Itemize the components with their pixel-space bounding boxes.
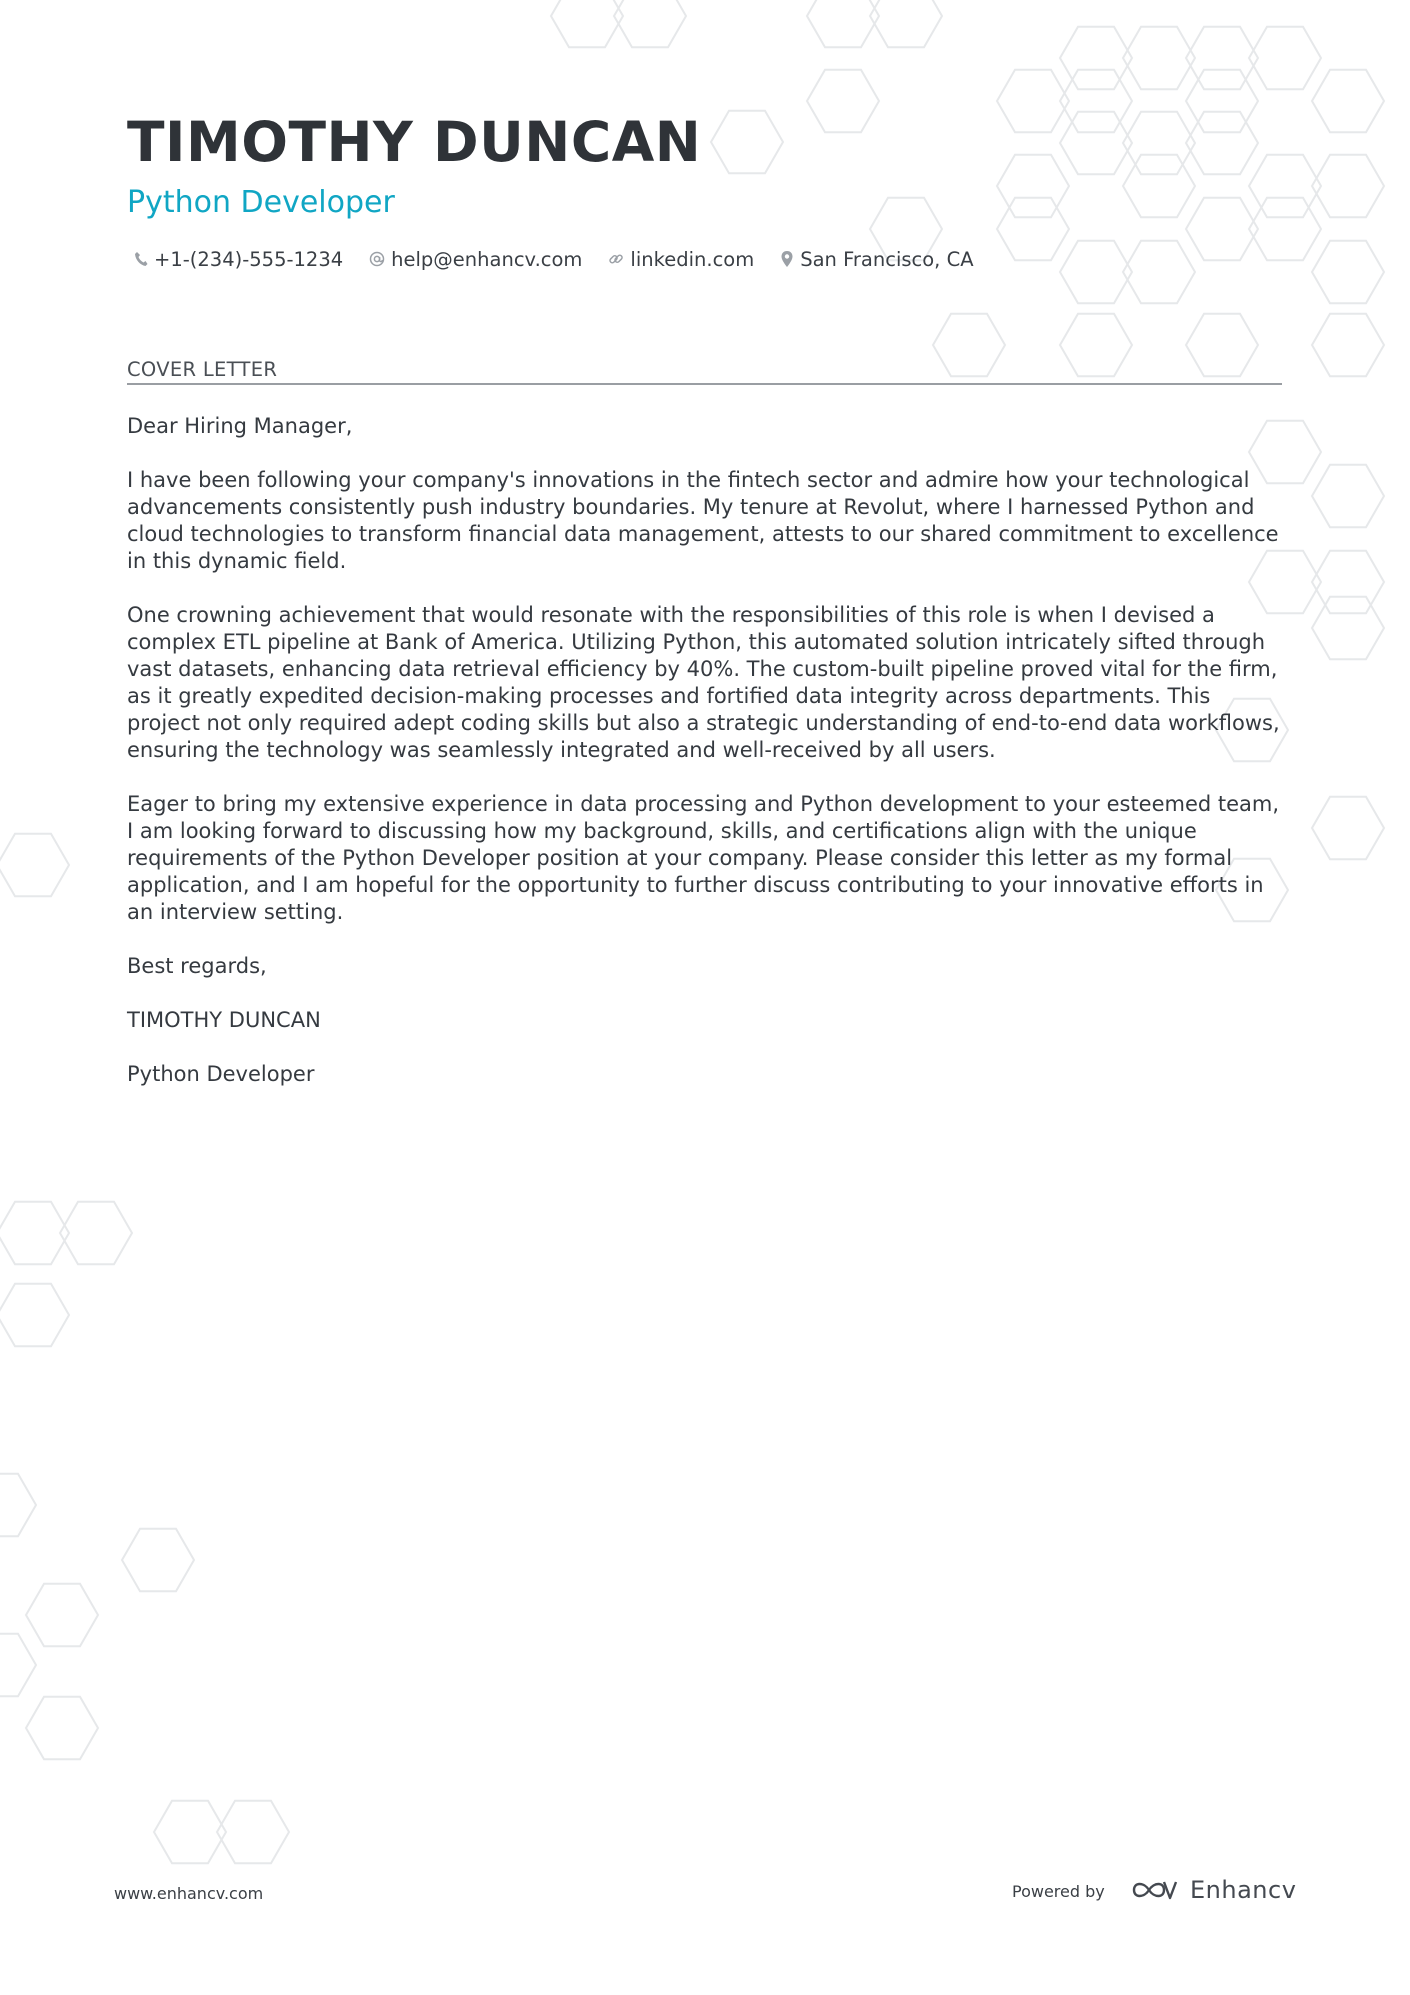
brand-name: Enhancv: [1190, 1876, 1297, 1904]
hexagon-shape: [1186, 198, 1258, 260]
email-text: help@enhancv.com: [391, 247, 583, 271]
location-pin-icon: [780, 250, 794, 268]
hexagon-shape: [60, 1202, 132, 1264]
candidate-role: Python Developer: [127, 185, 395, 220]
letter-paragraph: One crowning achievement that would resonate with the responsibilities of this role is when I devised a complex ETL pipeline at Bank of America. Utilizing Python, this automated solution intricately sifted through vast datasets, enhancing data retrieval efficiency by 40%. The custom-built pipeline proved vital for the firm, as it greatly expedited decision-making processes and fortified data integrity across departments. This project not only required adept coding skills but also a strategic understanding of end-to-end data workflows, ensuring the technology was seamlessly integrated and well-received by all users.: [127, 603, 1280, 762]
hexagon-shape: [1060, 241, 1132, 303]
brand-logo[interactable]: [1130, 1876, 1296, 1904]
letter-paragraph: I have been following your company's innovations in the fintech sector and admire how your technological advancements consistently push industry boundaries. My tenure at Revolut, where I harnessed Python and cloud technologies to transform financial data management, attests to our shared commitment to excellence in this dynamic field.: [127, 468, 1279, 573]
hexagon-shape: [1312, 241, 1384, 303]
hexagon-shape: [0, 1634, 36, 1696]
hexagon-shape: [122, 1529, 194, 1591]
hexagon-shape: [1312, 314, 1384, 376]
hexagon-shape: [1249, 27, 1321, 89]
hexagon-shape: [1060, 27, 1132, 89]
hexagon-shape: [217, 1801, 289, 1863]
hexagon-shape: [0, 1202, 69, 1264]
hexagon-shape: [1312, 70, 1384, 132]
letter-closing: Best regards,: [127, 954, 267, 978]
contact-email[interactable]: [369, 248, 582, 271]
hexagon-shape: [997, 198, 1069, 260]
hexagon-shape: [807, 70, 879, 132]
hexagon-shape: [1312, 551, 1384, 613]
hexagon-shape: [1249, 155, 1321, 217]
contact-bar: [134, 246, 974, 272]
candidate-name: TIMOTHY DUNCAN: [127, 110, 702, 174]
contact-phone[interactable]: [134, 248, 343, 271]
enhancv-logo-icon: [1130, 1877, 1178, 1903]
hexagon-shape: [26, 1697, 98, 1759]
hexagon-shape: [614, 0, 686, 47]
hexagon-shape: [1186, 27, 1258, 89]
hexagon-shape: [1123, 241, 1195, 303]
hexagon-shape: [1123, 112, 1195, 174]
contact-website[interactable]: [608, 248, 754, 271]
hexagon-shape: [0, 834, 69, 896]
footer-website-link[interactable]: www.enhancv.com: [114, 1884, 264, 1903]
phone-text: +1-(234)-555-1234: [154, 247, 344, 271]
section-title: COVER LETTER: [127, 358, 278, 381]
hexagon-shape: [711, 111, 783, 173]
section-divider: [127, 383, 1282, 385]
letter-paragraph: Eager to bring my extensive experience in data processing and Python development to your esteemed team, I am looking forward to discussing how my background, skills, and certifications align with the unique requirements of the Python Developer position at your company. Please consider this letter as my formal application, and I am hopeful for the opportunity to further discuss contributing to your innovative efforts in an interview setting.: [127, 792, 1280, 924]
hexagon-shape: [551, 0, 623, 47]
hexagon-shape: [1123, 27, 1195, 89]
hexagon-shape: [1123, 155, 1195, 217]
location-text: San Francisco, CA: [800, 247, 974, 271]
at-sign-icon: [369, 251, 385, 267]
hexagon-shape: [0, 1284, 69, 1346]
signature-title: Python Developer: [127, 1062, 315, 1086]
hexagon-shape: [1249, 198, 1321, 260]
link-icon: [608, 251, 624, 267]
hexagon-shape: [870, 0, 942, 47]
hexagon-shape: [997, 155, 1069, 217]
hexagon-shape: [26, 1584, 98, 1646]
contact-location: [780, 248, 973, 271]
website-text: linkedin.com: [630, 247, 755, 271]
hexagon-shape: [1312, 155, 1384, 217]
hexagon-shape: [1186, 314, 1258, 376]
hexagon-shape: [1312, 797, 1384, 859]
phone-icon: [134, 251, 148, 267]
letter-greeting: Dear Hiring Manager,: [127, 414, 353, 438]
hexagon-shape: [154, 1801, 226, 1863]
hexagon-shape: [933, 314, 1005, 376]
hexagon-shape: [0, 1474, 36, 1536]
letter-body: [127, 413, 1285, 1115]
hexagon-shape: [997, 70, 1069, 132]
hexagon-shape: [1312, 465, 1384, 527]
hexagon-shape: [807, 0, 879, 47]
hexagon-shape: [1060, 314, 1132, 376]
signature-name: TIMOTHY DUNCAN: [127, 1008, 321, 1032]
powered-by-label: Powered by: [1012, 1882, 1105, 1901]
hexagon-shape: [1312, 597, 1384, 659]
